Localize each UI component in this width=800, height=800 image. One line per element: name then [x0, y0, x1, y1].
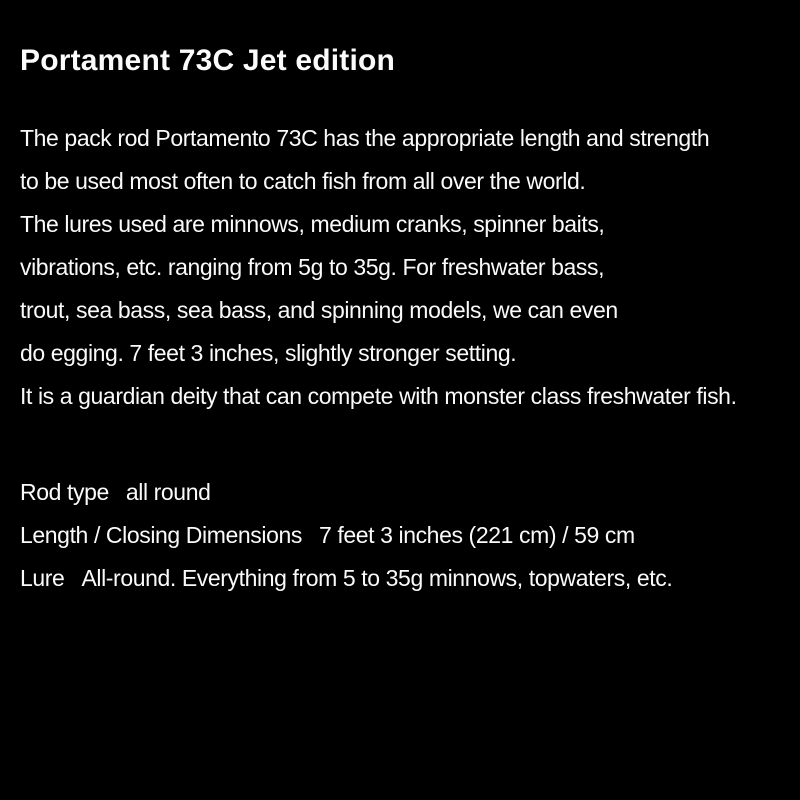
- spec-row-length: [20, 514, 780, 557]
- product-description: [20, 117, 780, 418]
- description-line: The lures used are minnows, medium cranks, spinner baits,: [20, 211, 605, 237]
- spec-label: Rod type: [20, 479, 109, 505]
- page-title: Portament 73C Jet edition: [20, 44, 396, 77]
- spec-label: Length / Closing Dimensions: [20, 522, 302, 548]
- spec-value: 7 feet 3 inches (221 cm) / 59 cm: [318, 522, 635, 548]
- description-line: vibrations, etc. ranging from 5g to 35g. For freshwater bass,: [20, 254, 605, 280]
- description-line: The pack rod Portamento 73C has the appropriate length and strength: [20, 125, 710, 151]
- spec-label: Lure: [20, 565, 65, 591]
- spec-row-lure: [20, 557, 780, 600]
- spec-value: All-round. Everything from 5 to 35g minnows, topwaters, etc.: [81, 565, 673, 591]
- description-line: to be used most often to catch fish from all over the world.: [20, 168, 586, 194]
- spec-list: [20, 471, 780, 600]
- spec-value: all round: [125, 479, 211, 505]
- spec-row-rod-type: [20, 471, 780, 514]
- description-line: trout, sea bass, sea bass, and spinning models, we can even: [20, 297, 618, 323]
- description-line: It is a guardian deity that can compete with monster class freshwater fish.: [20, 383, 737, 409]
- description-line: do egging. 7 feet 3 inches, slightly stronger setting.: [20, 340, 517, 366]
